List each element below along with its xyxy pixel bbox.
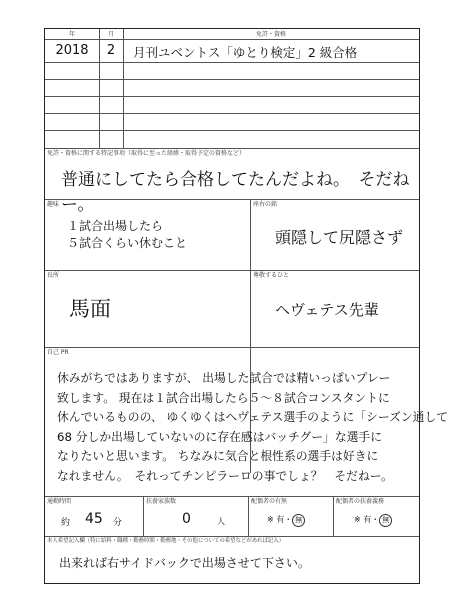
header-year: 年	[68, 31, 75, 38]
row-month: 2	[106, 43, 116, 58]
spouse-duty-dot: ・	[371, 515, 380, 524]
pr-label: 自己 PR	[47, 349, 69, 356]
divider	[45, 496, 419, 497]
pr-line: 休んでいるものの、 ゆくゆくはヘヴェテス選手のように「シーズン通して	[57, 410, 449, 425]
pr-line: なれません。 それってチンピラーロの事でしょ？ そだねー。	[57, 468, 393, 483]
divider	[248, 496, 249, 536]
divider	[45, 79, 419, 80]
hobby-line1: １試合出場したら	[67, 219, 164, 233]
spouse-mark: ※	[267, 515, 274, 524]
spouse-duty-label: 配偶者の扶養義務	[336, 498, 385, 505]
divider	[45, 113, 419, 114]
respect-label: 尊敬するひと	[253, 272, 290, 279]
motto-text: 頭隠して尻隠さず	[275, 228, 404, 247]
divider	[45, 536, 419, 537]
commute-label: 通勤時間	[47, 498, 72, 505]
divider	[45, 130, 419, 131]
dependents-label: 扶養家族数	[146, 498, 177, 505]
strength-label: 長所	[47, 272, 60, 279]
spouse-no-circled: 無	[292, 514, 305, 527]
commute-prefix: 約	[61, 518, 71, 528]
pr-line: 休みがちではありますが、 出場した試合では精いっぱいプレー	[57, 371, 391, 385]
wishes-text: 出来れば右サイドバックで出場させて下さい。	[59, 556, 310, 570]
divider	[45, 39, 419, 40]
hobby-label: 趣味	[47, 201, 60, 208]
divider	[45, 199, 419, 200]
row-year: 2018	[55, 43, 89, 58]
spouse-dot: ・	[284, 515, 293, 524]
spouse-duty-yes: 有	[363, 515, 372, 524]
header-license: 免許・資格	[255, 31, 286, 38]
divider	[45, 62, 419, 63]
dependents-value: 0	[182, 511, 191, 527]
header-month: 月	[107, 31, 114, 38]
commute-value: 45	[85, 511, 103, 527]
spouse-duty-no-circled: 無	[379, 514, 392, 527]
spouse-label: 配偶者の有無	[251, 498, 288, 505]
strength-text: 馬面	[69, 297, 111, 321]
divider	[45, 96, 419, 97]
spouse-duty-mark: ※	[354, 515, 361, 524]
license-note-label: 免許・資格に関する特記事項（取得に至った経緯・取得予定の資格など）	[47, 150, 246, 157]
spouse-choice	[267, 514, 305, 527]
divider	[45, 270, 419, 271]
dependents-unit: 人	[217, 517, 225, 526]
commute-unit: 分	[113, 518, 123, 528]
spouse-yes: 有	[276, 515, 285, 524]
pr-text	[57, 369, 448, 487]
respect-text: ヘヴェテス先輩	[275, 301, 379, 319]
resume-sheet	[44, 28, 449, 584]
wishes-label: 本人希望記入欄（特に給料・職種・勤務時間・勤務地・その他についての希望などがあれば記入）	[47, 538, 285, 544]
spouse-duty-choice	[354, 514, 392, 527]
divider	[45, 148, 419, 149]
divider	[143, 496, 144, 536]
pr-line: 68 分しか出場していないのに存在感はバッチグー」な選手に	[57, 429, 383, 444]
hobby-line2: ５試合くらい休むこと	[67, 236, 188, 250]
license-note-text: 普通にしてたら合格してたんだよね。 そだねー。	[61, 170, 410, 215]
pr-line: なりたいと思います。 ちなみに気合と根性系の選手は好きに	[57, 449, 379, 464]
motto-label: 座右の銘	[253, 201, 278, 208]
pr-line: 致します。 現在は１試合出場したら５～８試合コンスタントに	[57, 390, 390, 405]
divider	[333, 496, 334, 536]
row-license: 月刊ユベントス「ゆとり検定」2 級合格	[133, 45, 358, 60]
divider	[45, 347, 419, 348]
